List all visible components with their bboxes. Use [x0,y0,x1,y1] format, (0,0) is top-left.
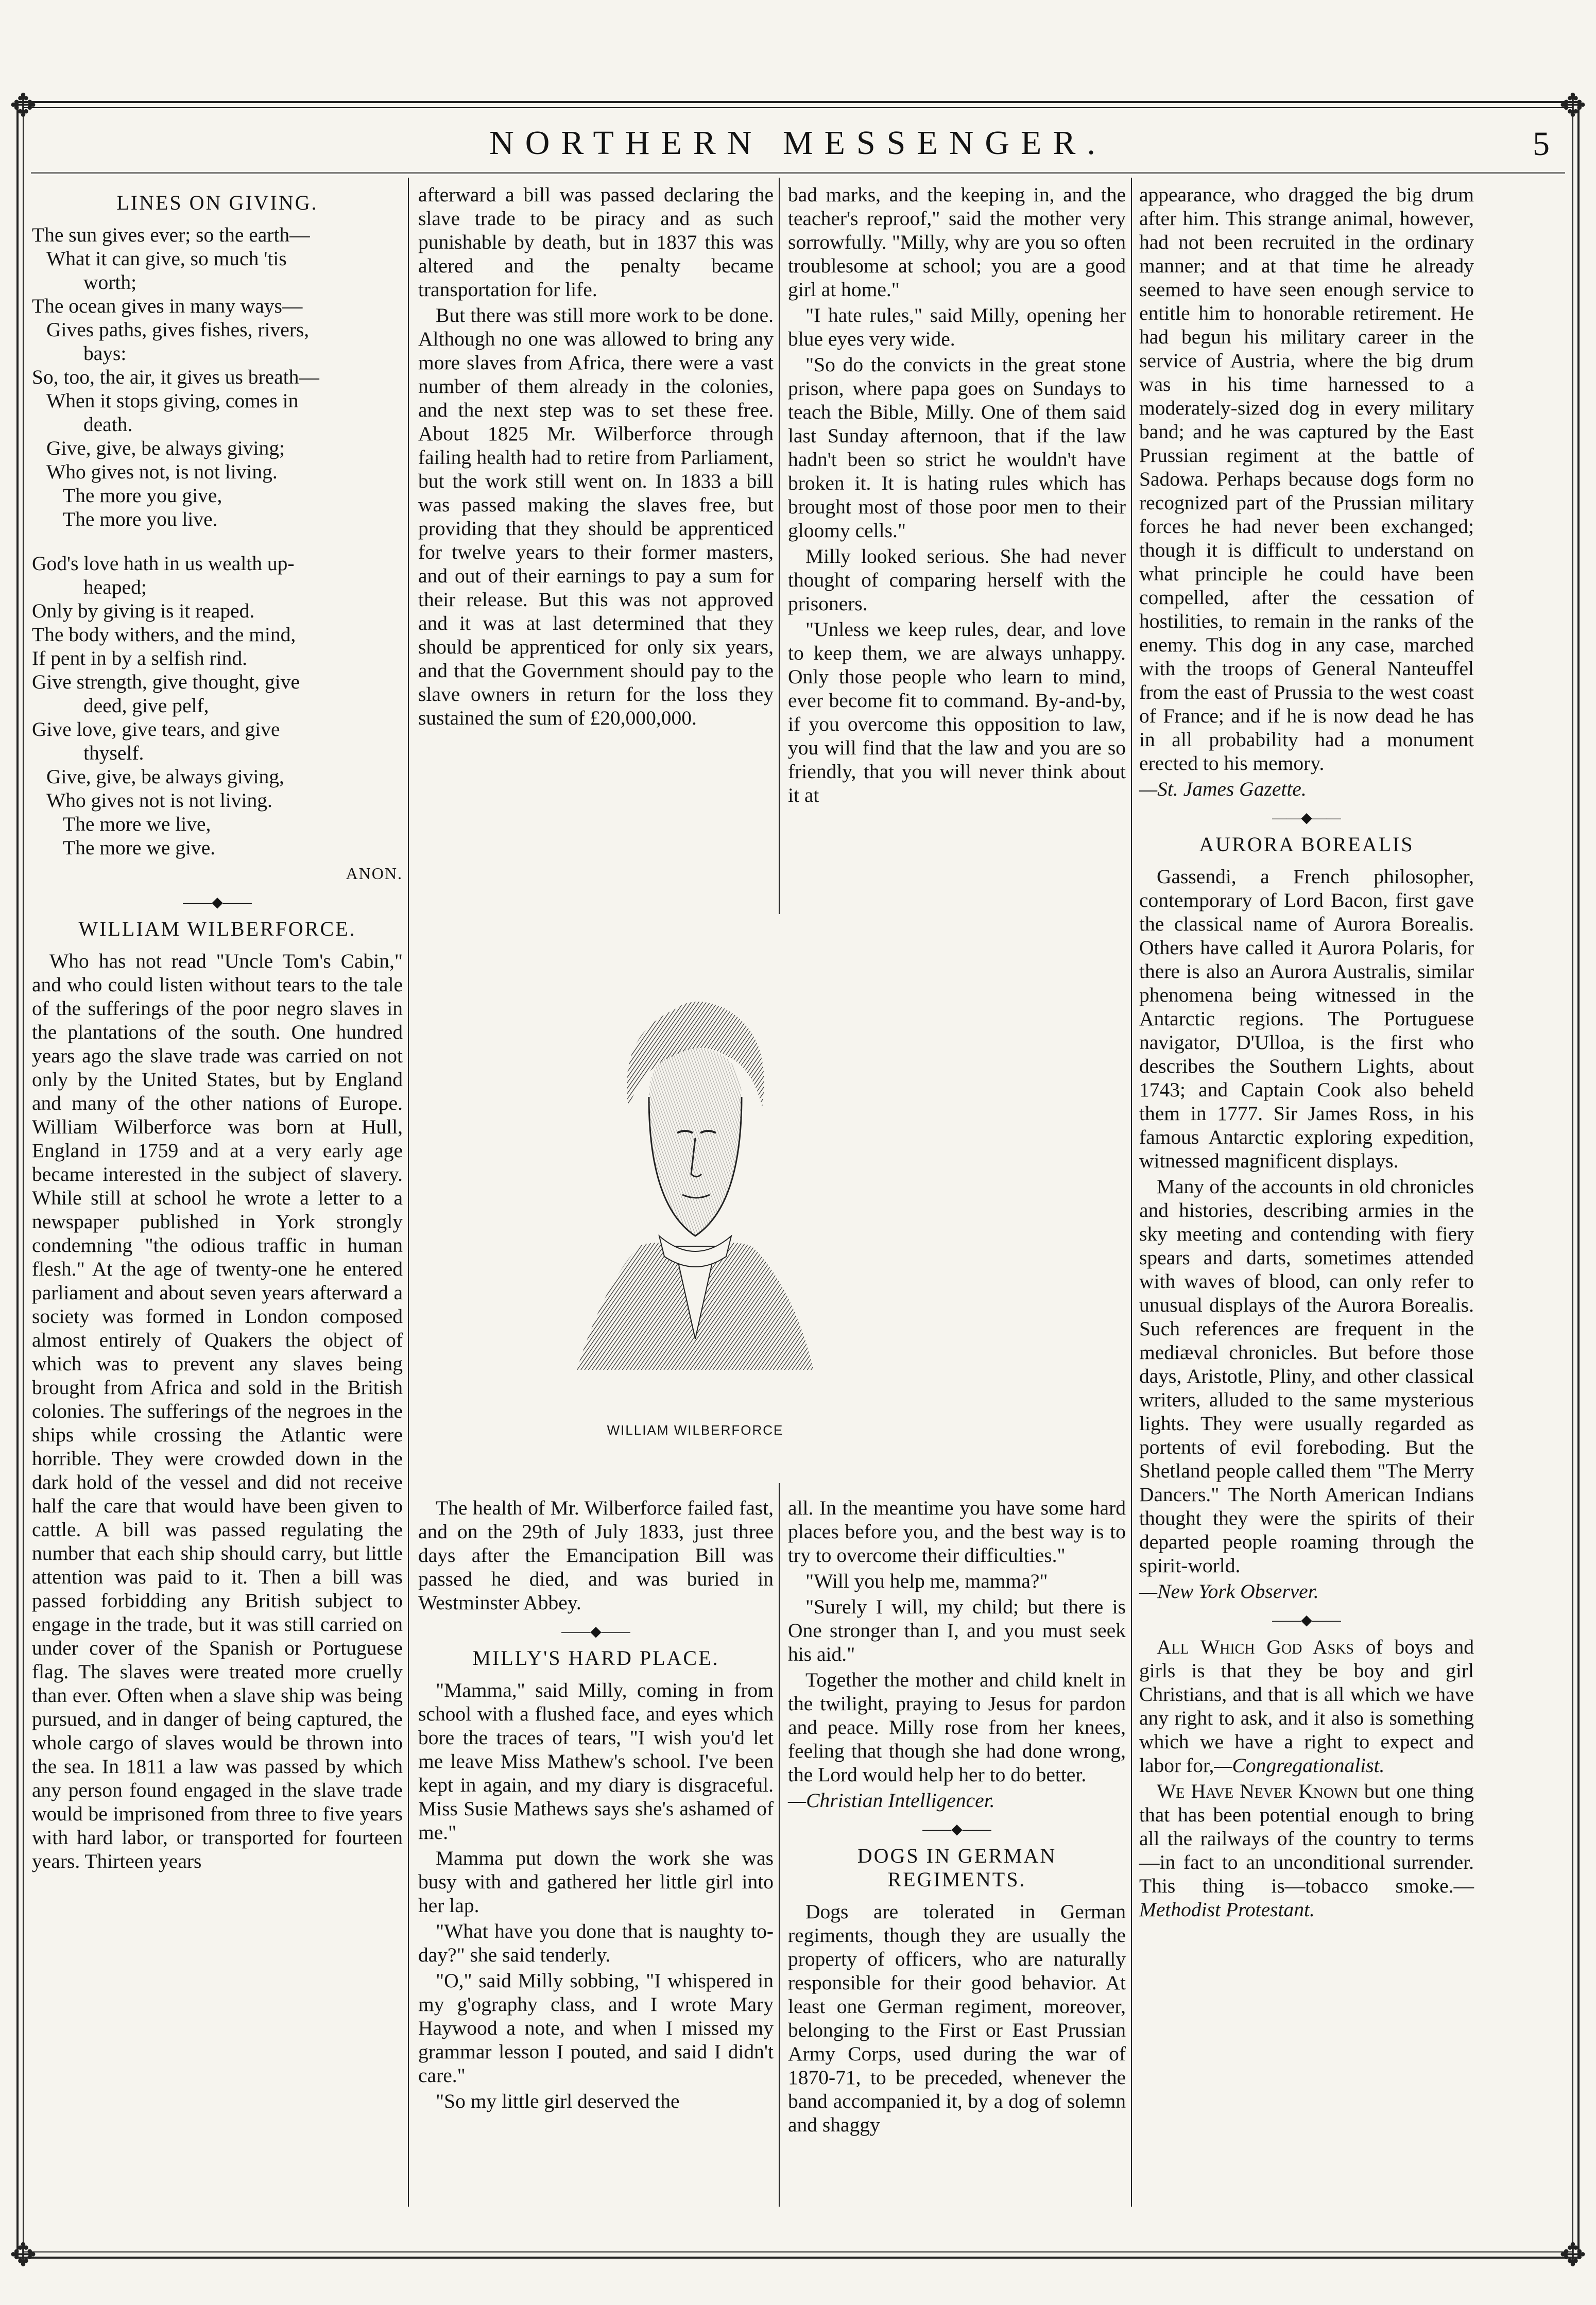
poem-line: Gives paths, gives fishes, rivers, [46,318,310,341]
poem-line: Give love, give tears, and give [32,718,280,741]
poem-body [32,223,403,859]
poem-line: So, too, the air, it gives us breath— [32,366,319,388]
section-separator: ——◆—— [922,1821,991,1837]
masthead-title: NORTHERN MESSENGER. [489,124,1107,162]
article-title: DOGS IN GERMAN REGIMENTS. [857,1844,1057,1891]
article-paragraph: Together the mother and child knelt in the twilight, praying to Jesus for pardon and peace. Milly rose from her knees, feeling that though she had done wrong, the Lord would help her to do better. [788,1668,1126,1786]
article-paragraph: "I hate rules," said Milly, opening her blue eyes very wide. [788,304,1126,350]
poem-signature: ANON. [346,864,403,883]
column-4 [1139,183,1474,1923]
column-rule [779,178,780,914]
poem-line: worth; [83,271,137,294]
article-paragraph: "Unless we keep rules, dear, and love to keep them, we are always unhappy. Only those people who learn to mind, ever become fit to command. By-and-by, if you overcome this opposition to law, you will find that the law and you are so friendly, that you will never think about it at [788,618,1126,806]
column-rule [779,1483,780,2207]
article-paragraph: But there was still more work to be done. Although no one was allowed to bring any more slaves from Africa, there were a vast number of them already in the colonies, and the next step was to set these free. About 1825 Mr. Wilberforce through failing health had to retire from Parliament, but the work still went on. In 1833 a bill was passed making the slaves free, but providing that they should be apprenticed for twelve years to their former masters, and out of their earnings to pay a sum for their release. But this was not approved and it was at last determined that they should be apprenticed for only six years, and that the Government should pay to the slave owners in return for the loss they sustained the sum of £20,000,000. [418,304,774,729]
article-paragraph: Mamma put down the work she was busy with and gathered her little girl into her lap. [418,1847,774,1917]
article-source: Methodist Protestant. [1139,1898,1315,1921]
section-separator: ——◆—— [1272,1612,1341,1628]
article-paragraph: The health of Mr. Wilberforce failed fast, and on the 29th of July 1833, just three days after the Emancipation Bill was passed he died, and was buried in Westminster Abbey. [418,1496,774,1614]
article-paragraph: "Will you help me, mamma?" [805,1570,1048,1592]
corner-ornament-icon: ✥ [1559,87,1586,124]
poem-line: Who gives not, is not living. [46,460,278,483]
poem-line: thyself. [83,742,144,764]
article-paragraph: "Surely I will, my child; but there is One stronger than I, and you must seek his aid." [788,1595,1126,1665]
poem-line: God's love hath in us wealth up- [32,552,295,575]
section-separator: ——◆—— [183,895,252,910]
article-paragraph: Gassendi, a French philosopher, contemporary of Lord Bacon, first gave the classical name of Aurora Borealis. Others have called it Aurora Polaris, for there is also an Aurora Australis, similar phenomena being witnessed in the Antarctic regions. The Portuguese navigator, D'Ulloa, is the first who describes the Southern Lights, about 1743; and Captain Cook also beheld them in 1777. Sir James Ross, in his famous Antarctic exploring expedition, witnessed magnificent displays. [1139,865,1474,1172]
portrait-engraving-image [572,978,819,1370]
article-paragraph: "So do the convicts in the great stone prison, where papa goes on Sundays to teach the Bible, Milly. One of them said last Sunday afternoon, that if the law hadn't been so strict he wouldn't have broken it. It is hating rules which has brought most of those poor men to their gloomy cells." [788,353,1126,542]
poem-line: The more you give, [63,484,222,507]
poem-line: If pent in by a selfish rind. [32,647,247,669]
corner-ornament-icon: ✥ [1559,2236,1586,2274]
poem-line: Give strength, give thought, give [32,670,300,693]
column-1 [32,188,403,1875]
poem-line: The ocean gives in many ways— [32,295,303,317]
poem-line: The sun gives ever; so the earth— [32,223,310,246]
article-paragraph: "Mamma," said Milly, coming in from school with a flushed face, and eyes which bore the traces of tears, "I wish you'd let me leave Miss Mathew's school. I've been kept in again, and my diary is disgraceful. Miss Susie Mathews says she's ashamed of me." [418,1679,774,1844]
article-paragraph: all. In the meantime you have some hard places before you, and the best way is to try to overcome their difficulties." [788,1496,1126,1567]
column-2-top [418,183,774,732]
article-paragraph: bad marks, and the keeping in, and the teacher's reproof," said the mother very sorrowfully. "Milly, why are you so often troublesome at school; you are a good girl at home." [788,183,1126,301]
poem-line: The more you live. [63,508,218,530]
poem-line: bays: [83,342,127,365]
article-paragraph [1139,1635,1474,1777]
article-paragraph: afterward a bill was passed declaring the slave trade to be piracy and as such punishable by death, but in 1837 this was altered and the penalty became transportation for life. [418,183,774,301]
article-paragraph: "O," said Milly sobbing, "I whispered in my g'ography class, and I wrote Mary Haywood a note, and when I missed my grammar lesson I pouted, and said I didn't care." [418,1969,774,2087]
poem-line: Give, give, be always giving, [46,765,284,788]
poem-stanza-gap [32,531,403,552]
poem-line: Who gives not is not living. [46,789,272,812]
article-paragraph: Dogs are tolerated in German regiments, though they are usually the property of officers, who are naturally responsible for their good behavior. At least one German regiment, moreover, belonging to the First or East Prussian Army Corps, used during the war of 1870-71, to be preceded, whenever the band accompanied it, by a dog of solemn and shaggy [788,1900,1126,2136]
column-2-bottom [418,1496,774,2115]
article-paragraph: "What have you done that is naughty to-day?" she said tenderly. [418,1920,774,1966]
column-3-bottom [788,1496,1126,2139]
poem-line: When it stops giving, comes in [46,389,299,412]
poem-title: LINES ON GIVING. [116,191,318,214]
poem-line: The body withers, and the mind, [32,623,296,646]
paragraph-lead: We Have Never Known [1157,1780,1358,1802]
article-paragraph: "So my little girl deserved the [436,2090,680,2112]
page-header [31,123,1565,174]
column-3-top [788,183,1126,809]
corner-ornament-icon: ✥ [10,87,37,124]
article-source: —Congregationalist. [1214,1754,1385,1777]
article-title: WILLIAM WILBERFORCE. [78,917,356,940]
section-separator: ——◆—— [1272,810,1341,826]
poem-line: The more we live, [63,813,211,835]
article-title: MILLY'S HARD PLACE. [472,1646,719,1670]
poem-line: deed, give pelf, [83,694,209,717]
article-paragraph: Milly looked serious. She had never thought of comparing herself with the prisoners. [788,545,1126,615]
poem-line: The more we give. [63,836,216,859]
page-number: 5 [1533,125,1550,163]
section-separator: ——◆—— [561,1624,630,1640]
article-paragraph: Many of the accounts in old chronicles and histories, describing armies in the sky meeting and contending with fiery spears and darts, sometimes attended with waves of blood, can only refer to unusual displays of the Aurora Borealis. Such references are frequent in the mediæval chronicles. But before those days, Aristotle, Pliny, and other classical writers, alluded to the same mysterious lights. They were usually regarded as portents of evil foreboding. But the Shetland people called them "The Merry Dancers." The North American Indians thought they were the spirits of their departed people roaming through the spirit-world. [1139,1175,1474,1577]
paragraph-lead: All Which God Asks [1157,1636,1354,1658]
poem-line: heaped; [83,576,147,598]
article-paragraph: appearance, who dragged the big drum after him. This strange animal, however, had not been recruited in the ordinary manner; and at that time he already seemed to have seen enough service to entitle him to honorable retirement. He had begun his military career in the service of Austria, where the big drum was in his time harnessed to a moderately-sized dog in every military band; and he was captured by the East Prussian regiment at the battle of Sadowa. Perhaps because dogs form no recognized part of the Prussian military forces he had never been exchanged; though it is difficult to understand on what principle he could have been compelled, after the cessation of hostilities, to remain in the ranks of the enemy. This dog in any case, marched with the troops of General Nanteuffel from the east of Prussia to the west coast of France; and if he is now dead he has in all probability had a monument erected to his memory. [1139,183,1474,775]
article-paragraph: Who has not read "Uncle Tom's Cabin," and who could listen without tears to the tale of the sufferings of the poor negro slaves in the plantations of the south. One hundred years ago the slave trade was carried on not only by the United States, but by England and many of the other nations of Europe. William Wilberforce was born at Hull, England in 1759 and at a very early age became interested in the subject of slavery. While still at school he wrote a letter to a newspaper published in York strongly condemning "the odious traffic in human flesh." At the age of twenty-one he entered parliament and about seven years afterward a society was formed in London composed almost entirely of Quakers the object of which was to prevent any slaves being brought from Africa and sold in the British colonies. The sufferings of the negroes in the ships while crossing the Atlantic were horrible. They were crowded down in the dark hold of the vessel and did not receive half the care that would have been given to cattle. A bill was passed regulating the number that each ship should carry, but little attention was paid to it. Then a bill was passed forbidding any British subject to engage in the trade, but it was still carried on under cover of the Spanish or Portuguese flag. The slaves were treated more cruelly than ever. Often when a slave ship was being pursued, and in danger of being captured, the whole cargo of slaves would be thrown into the sea. In 1811 a law was passed by which any person found engaged in the slave trade would be imprisoned from three to five years with hard labor, or transported for fourteen years. Thirteen years [32,950,403,1872]
article-title: AURORA BOREALIS [1199,833,1414,856]
article-source: —Christian Intelligencer. [788,1789,995,1812]
poem-line: death. [83,413,133,436]
poem-line: What it can give, so much 'tis [46,247,287,270]
column-rule [1131,178,1132,2207]
article-source: —New York Observer. [1139,1580,1319,1603]
article-source: —St. James Gazette. [1139,778,1307,800]
corner-ornament-icon: ✥ [10,2236,37,2274]
column-rule [408,178,409,2207]
paragraph-text: of boys and girls is that they be boy and girl Christians, and that is all which we have any right to ask, and it also is something which we have a right to expect and labor for, [1139,1636,1474,1777]
article-paragraph [1139,1779,1474,1921]
poem-line: Only by giving is it reaped. [32,599,255,622]
poem-lines-on-giving [32,223,403,859]
paragraph-text: but one thing that has been potential enough to bring all the railways of the country to terms—in fact to an unconditional surrender. This thing is—tobacco smoke.— [1139,1780,1474,1897]
poem-line: Give, give, be always giving; [46,437,285,459]
portrait-caption: WILLIAM WILBERFORCE [607,1422,784,1438]
